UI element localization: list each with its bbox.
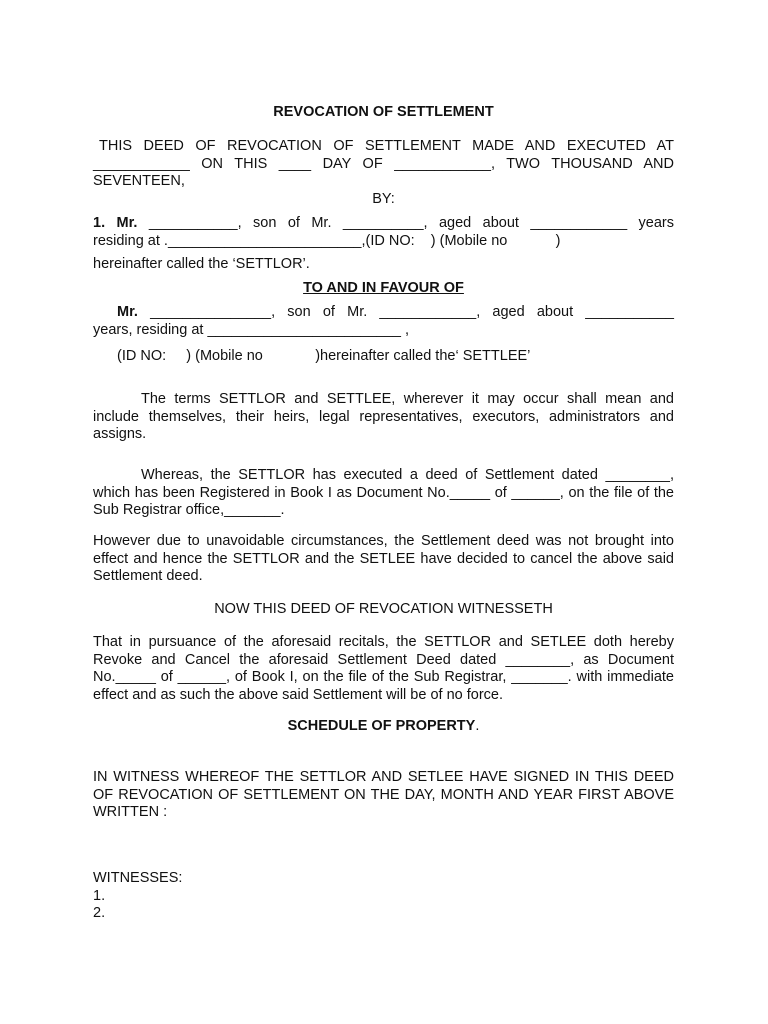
settlee-line-1-text: _______________, son of Mr. ____________, aged about ___________ xyxy=(150,304,674,320)
intro-by: BY: xyxy=(372,190,395,207)
settlee-line-1 xyxy=(93,304,674,322)
intro-line-1: THIS DEED OF REVOCATION OF SETTLEMENT MADE AND EXECUTED AT xyxy=(99,138,674,154)
document-title: REVOCATION OF SETTLEMENT xyxy=(273,104,494,120)
pursuance-paragraph: That in pursuance of the aforesaid recitals, the SETTLOR and SETLEE doth hereby Revoke and Cancel the aforesaid Settlement Deed dated ________, as Document No._____ of ______, of Book I, on the file of the Sub Registrar, _______. with immediate effect and as such the above said Settlement will be of no force. xyxy=(93,634,674,703)
settlor-line-2: residing at .________________________,(ID NO: ) (Mobile no ) xyxy=(93,232,561,249)
witness-item-2: 2. xyxy=(93,905,106,921)
terms-paragraph: The terms SETTLOR and SETTLEE, wherever it may occur shall mean and include themselves, their heirs, legal representatives, executors, administrators and assigns. xyxy=(93,391,674,442)
settlee-line-3: (ID NO: ) (Mobile no )hereinafter called the‘ SETTLEE’ xyxy=(117,348,531,364)
whereas-paragraph: Whereas, the SETTLOR has executed a deed of Settlement dated ________, which has been Registered in Book I as Document No._____ of ______, on the file of the Sub Registrar office,_______. xyxy=(93,467,674,518)
schedule-heading: SCHEDULE OF PROPERTY xyxy=(287,718,476,734)
settlor-line-3: hereinafter called the ‘SETTLOR’. xyxy=(93,256,310,272)
settlor-line-1 xyxy=(93,215,674,233)
intro-line-2: ____________ ON THIS ____ DAY OF ____________, TWO THOUSAND AND xyxy=(93,155,674,172)
intro-line-3: SEVENTEEN, xyxy=(93,173,185,189)
however-paragraph: However due to unavoidable circumstances, the Settlement deed was not brought into effect and hence the SETTLOR and the SETLEE have decided to cancel the above said Settlement deed. xyxy=(93,533,674,584)
witnesses-label: WITNESSES: xyxy=(93,870,183,886)
schedule-heading-wrap xyxy=(93,718,674,736)
settlee-line-2: years, residing at ________________________ , xyxy=(93,321,410,338)
intro-paragraph xyxy=(93,138,674,208)
settlor-line-1-text: ___________, son of Mr. __________, aged about ____________ years xyxy=(148,215,675,231)
settlee-mr: Mr. xyxy=(117,304,138,320)
settlor-number: 1. xyxy=(93,215,106,231)
favour-heading: TO AND IN FAVOUR OF xyxy=(303,280,464,296)
settlor-paragraph xyxy=(93,215,674,274)
witnesses-section xyxy=(93,870,674,923)
settlee-paragraph xyxy=(93,304,674,366)
schedule-period: . xyxy=(475,718,480,734)
witnesseth-heading: NOW THIS DEED OF REVOCATION WITNESSETH xyxy=(214,601,553,617)
in-witness-paragraph: IN WITNESS WHEREOF THE SETTLOR AND SETLEE HAVE SIGNED IN THIS DEED OF REVOCATION OF SETTLEMENT ON THE DAY, MONTH AND YEAR FIRST ABOVE WRITTEN : xyxy=(93,769,674,820)
witness-item-1: 1. xyxy=(93,887,106,904)
settlor-mr: Mr. xyxy=(116,215,138,231)
